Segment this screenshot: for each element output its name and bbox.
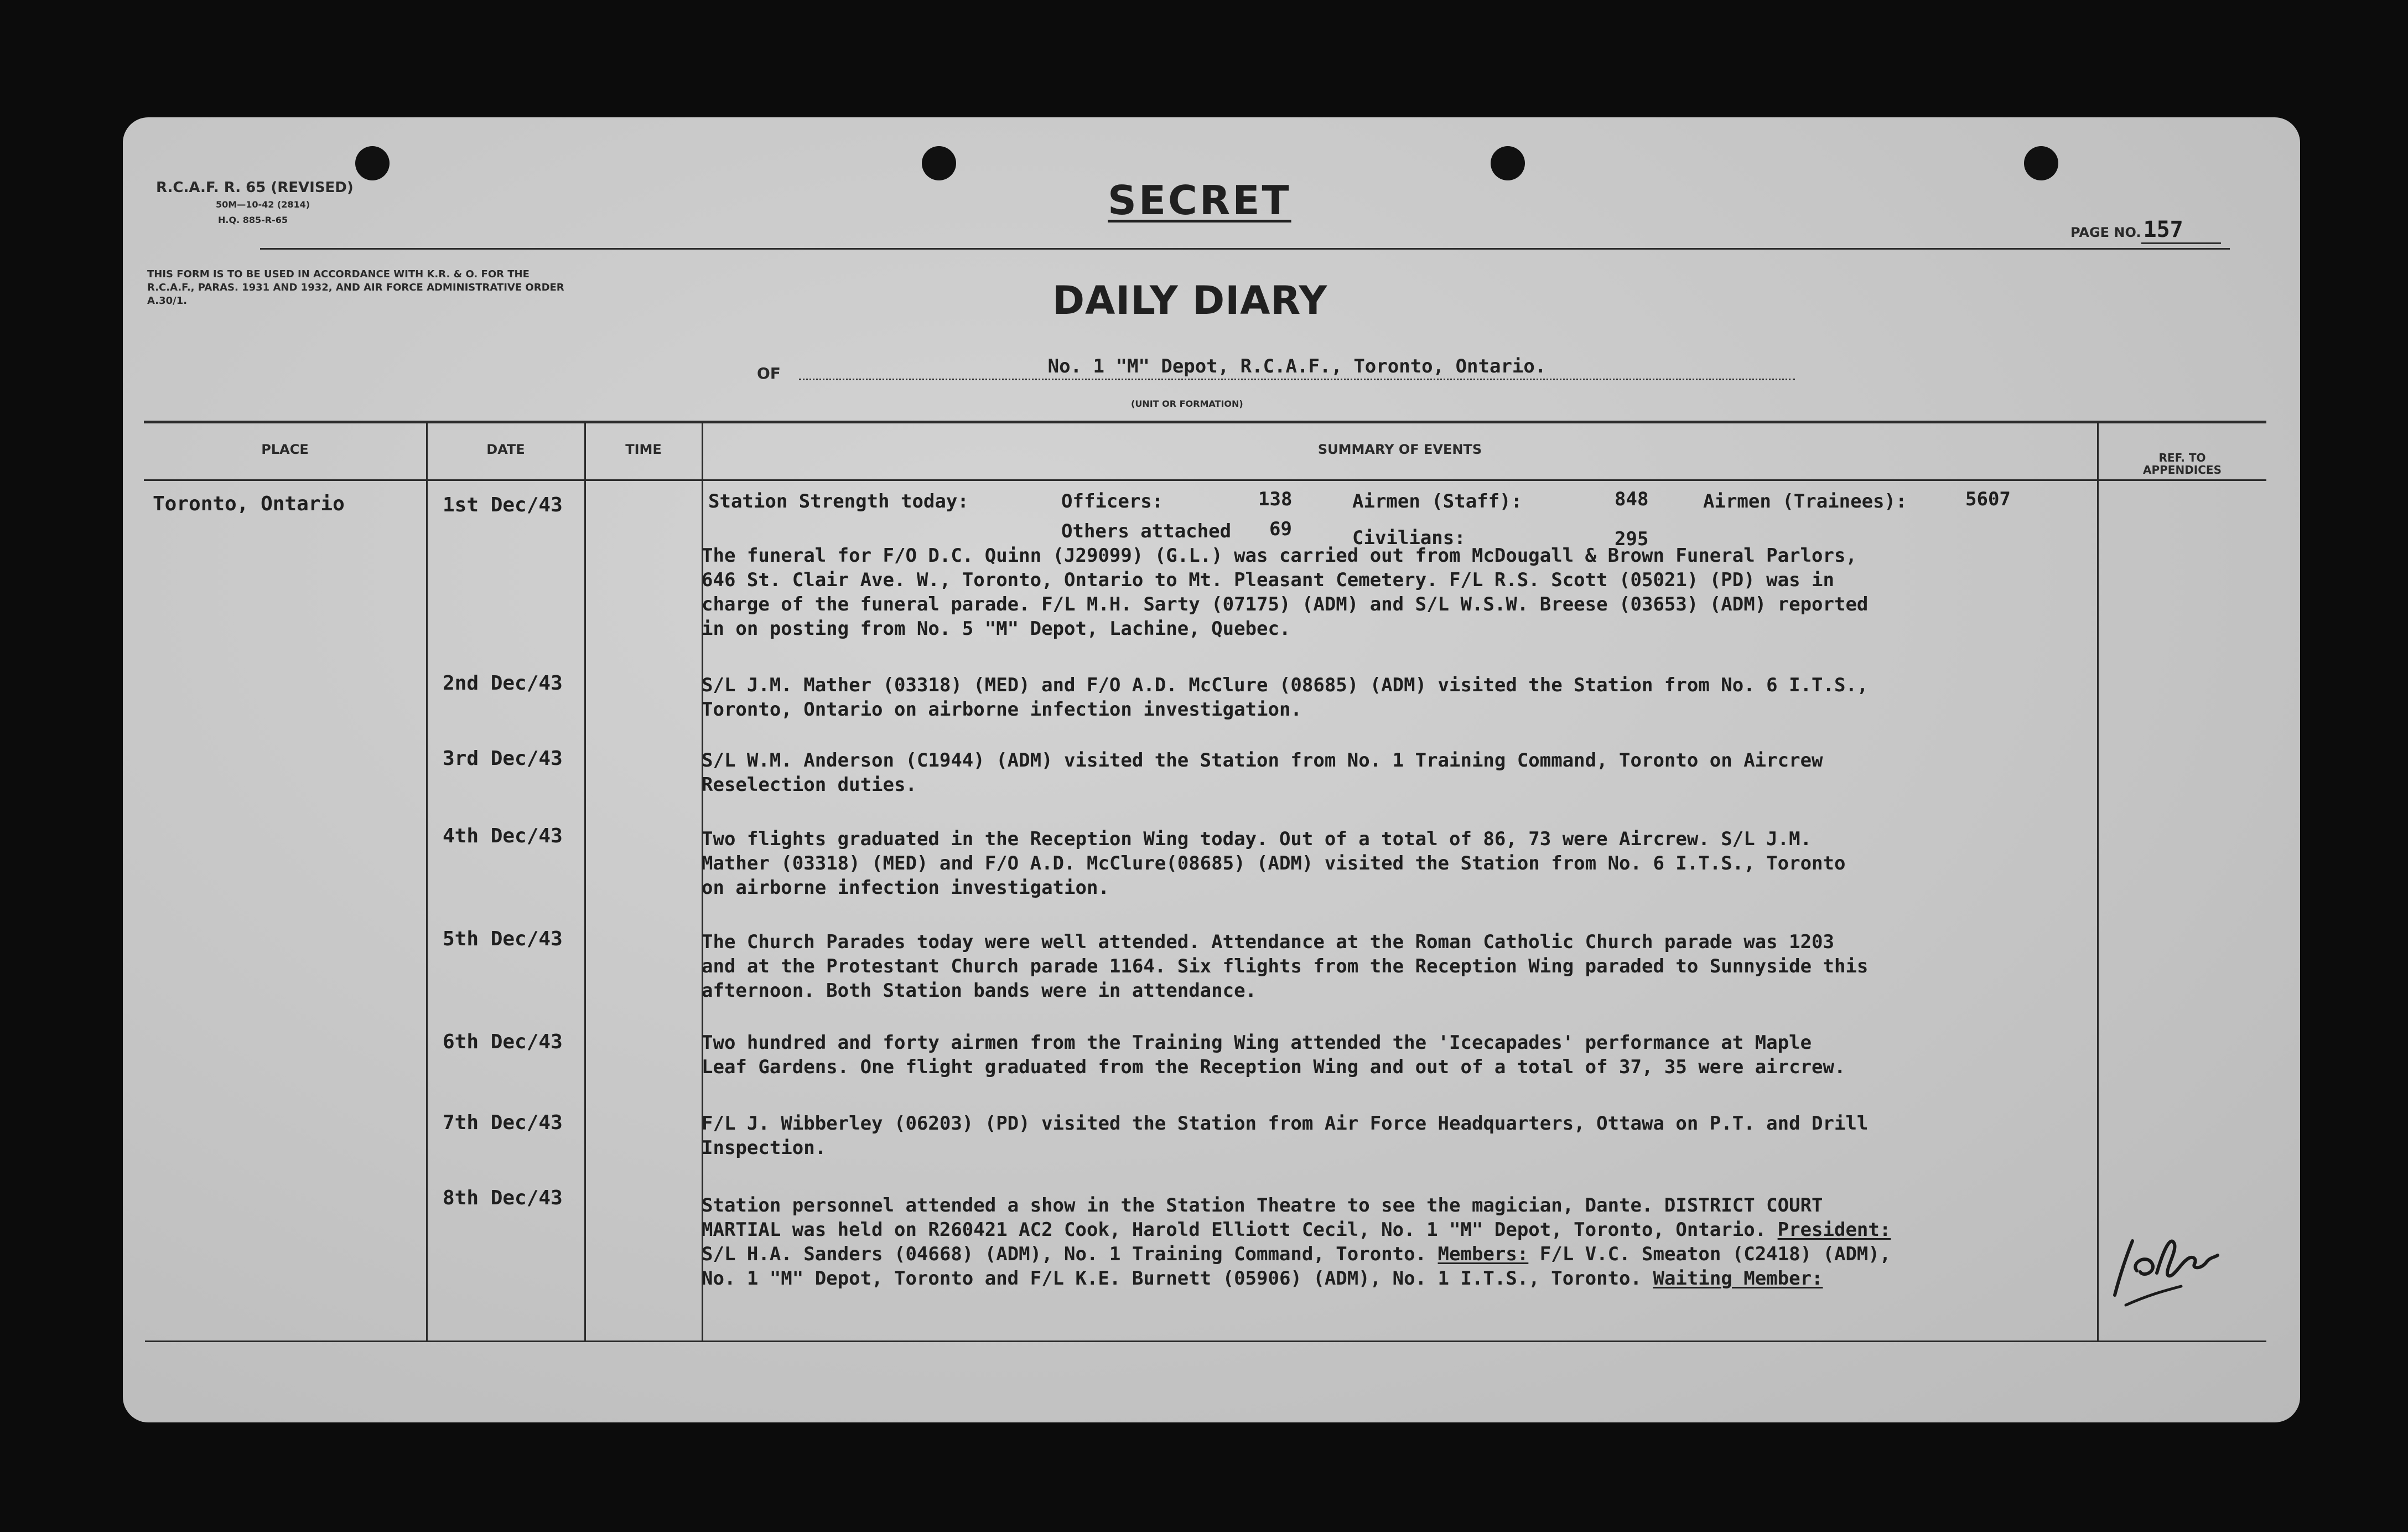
appendices-header-line: APPENDICES: [2143, 463, 2222, 477]
summary-line: Reselection duties.: [702, 774, 917, 796]
entry-date: 3rd Dec/43: [443, 747, 563, 770]
column-header-date: DATE: [486, 442, 525, 457]
page-number-label: PAGE NO.: [2070, 225, 2141, 240]
summary-line: [702, 1218, 1891, 1242]
table-bottom-rule: [145, 1340, 2266, 1342]
entry-date: 6th Dec/43: [443, 1031, 563, 1053]
appendices-header-line: REF. TO: [2158, 451, 2206, 464]
entry-date: 2nd Dec/43: [443, 672, 563, 695]
punch-hole: [2024, 146, 2058, 180]
waiting-member-label: Waiting Member:: [1653, 1267, 1823, 1290]
summary-line: on airborne infection investigation.: [702, 877, 1109, 899]
unit-caption: (UNIT OR FORMATION): [1131, 398, 1243, 409]
header-rule: [260, 248, 2230, 250]
table-head-rule: [144, 479, 2266, 481]
table-top-rule: [144, 421, 2266, 423]
entry-date: 4th Dec/43: [443, 825, 563, 847]
entry-summary: [702, 1031, 1845, 1079]
summary-line: S/L J.M. Mather (03318) (MED) and F/O A.D. McClure (08685) (ADM) visited the Station from No. 6 I.T.S.,: [702, 674, 1869, 696]
entry-date: 8th Dec/43: [443, 1187, 563, 1209]
members-label: Members:: [1437, 1243, 1529, 1265]
strength-label: Station Strength today:: [708, 490, 969, 513]
unit-name: No. 1 "M" Depot, R.C.A.F., Toronto, Ontario.: [799, 355, 1795, 380]
officers-label: Officers:: [1061, 490, 1164, 513]
entry-summary: [702, 673, 1868, 722]
entry-summary: [702, 1111, 1868, 1160]
column-divider: [426, 422, 428, 1342]
others-label: Others attached: [1061, 520, 1232, 542]
entry-summary: [702, 930, 1868, 1003]
punch-hole: [922, 146, 956, 180]
summary-line: Leaf Gardens. One flight graduated from the Reception Wing and out of a total of 37, 35 were aircrew.: [702, 1056, 1846, 1078]
civilians-label: Civilians:: [1352, 527, 1466, 549]
summary-line: Station personnel attended a show in the Station Theatre to see the magician, Dante. DISTRICT COURT: [702, 1194, 1823, 1217]
summary-segment: No. 1 "M" Depot, Toronto and F/L K.E. Burnett (05906) (ADM), No. 1 I.T.S., Toronto.: [702, 1267, 1653, 1290]
column-header-appendices: [2098, 452, 2266, 476]
classification-heading: SECRET: [1108, 177, 1291, 224]
summary-line: Inspection.: [702, 1137, 827, 1159]
civilians-value: 295: [1615, 528, 1649, 550]
summary-line: The funeral for F/O D.C. Quinn (J29099) (G.L.) was carried out from McDougall & Brown Funeral Parlors,: [702, 545, 1857, 567]
summary-line: Two flights graduated in the Reception Wing today. Out of a total of 86, 73 were Aircrew. S/L J.M.: [702, 828, 1812, 850]
of-label: OF: [757, 364, 781, 382]
form-instructions: THIS FORM IS TO BE USED IN ACCORDANCE WITH K.R. & O. FOR THE R.C.A.F., PARAS. 1931 AND 1932, AND AIR FORCE ADMINISTRATIVE ORDER A.30/1.: [147, 268, 564, 307]
summary-line: afternoon. Both Station bands were in attendance.: [702, 980, 1257, 1002]
entry-summary: [702, 1193, 1891, 1291]
summary-line: F/L J. Wibberley (06203) (PD) visited the Station from Air Force Headquarters, Ottawa on P.T. and Drill: [702, 1112, 1869, 1135]
diary-page: [123, 117, 2300, 1422]
airmen-staff-label: Airmen (Staff):: [1352, 490, 1523, 513]
page-title: DAILY DIARY: [1052, 278, 1328, 323]
summary-segment: MARTIAL was held on R260421 AC2 Cook, Harold Elliott Cecil, No. 1 "M" Depot, Toronto, Ontario.: [702, 1219, 1778, 1241]
punch-hole: [1491, 146, 1525, 180]
page-number-field: [2070, 217, 2221, 244]
summary-segment: S/L H.A. Sanders (04668) (ADM), No. 1 Training Command, Toronto.: [702, 1243, 1438, 1265]
place-cell: Toronto, Ontario: [153, 493, 345, 515]
summary-line: Toronto, Ontario on airborne infection investigation.: [702, 698, 1302, 721]
entry-date: 5th Dec/43: [443, 928, 563, 950]
column-header-place: PLACE: [261, 442, 309, 457]
column-header-summary: SUMMARY OF EVENTS: [1317, 442, 1482, 457]
summary-segment: F/L V.C. Smeaton (C2418) (ADM),: [1528, 1243, 1891, 1265]
page-number-value: 157: [2141, 217, 2221, 244]
president-label: President:: [1777, 1219, 1891, 1241]
entry-date: 7th Dec/43: [443, 1111, 563, 1134]
column-divider: [584, 422, 586, 1342]
entry-summary: [702, 827, 1845, 900]
summary-line: Two hundred and forty airmen from the Training Wing attended the 'Icecapades' performance at Maple: [702, 1032, 1812, 1054]
airmen-trainees-label: Airmen (Trainees):: [1703, 490, 1907, 513]
form-id: R.C.A.F. R. 65 (REVISED): [156, 179, 354, 196]
summary-line: charge of the funeral parade. F/L M.H. Sarty (07175) (ADM) and S/L W.S.W. Breese (03653) (ADM) reported: [702, 593, 1869, 615]
handwritten-initials: [2104, 1224, 2225, 1307]
summary-line: 646 St. Clair Ave. W., Toronto, Ontario to Mt. Pleasant Cemetery. F/L R.S. Scott (05021) (PD) was in: [702, 569, 1834, 591]
column-divider: [2097, 422, 2099, 1342]
punch-hole: [355, 146, 390, 180]
summary-line: [702, 1266, 1891, 1291]
summary-line: The Church Parades today were well attended. Attendance at the Roman Catholic Church parade was 1203: [702, 931, 1834, 953]
summary-line: in on posting from No. 5 "M" Depot, Lachine, Quebec.: [702, 618, 1291, 640]
airmen-trainees-value: 5607: [1965, 488, 2011, 510]
column-header-time: TIME: [625, 442, 662, 457]
summary-line: [702, 1242, 1891, 1266]
summary-line: and at the Protestant Church parade 1164. Six flights from the Reception Wing paraded to Sunnyside this: [702, 955, 1869, 977]
others-value: 69: [1269, 518, 1292, 540]
summary-line: Mather (03318) (MED) and F/O A.D. McClure(08685) (ADM) visited the Station from No. 6 I.T.S., Toronto: [702, 852, 1846, 874]
entry-date: 1st Dec/43: [443, 494, 563, 516]
officers-value: 138: [1258, 488, 1293, 510]
summary-line: S/L W.M. Anderson (C1944) (ADM) visited the Station from No. 1 Training Command, Toronto on Aircrew: [702, 749, 1823, 772]
airmen-staff-value: 848: [1615, 488, 1649, 510]
entry-summary: [702, 544, 1868, 641]
form-print-code: 50M—10-42 (2814): [216, 199, 310, 210]
entry-summary: [702, 748, 1823, 797]
form-hq-ref: H.Q. 885-R-65: [218, 215, 288, 225]
